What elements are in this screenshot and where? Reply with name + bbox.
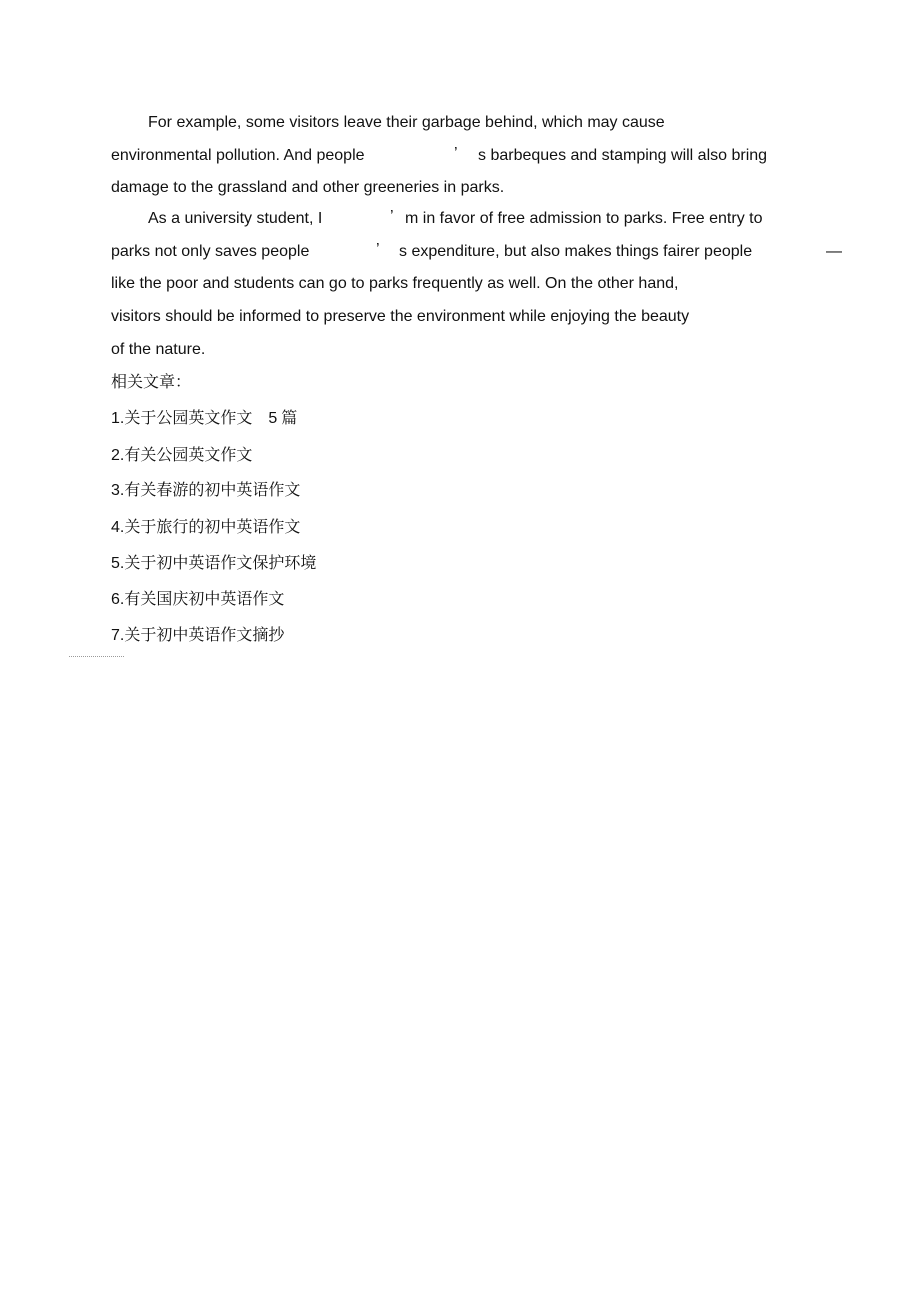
related-item-number: 4.: [111, 519, 125, 536]
para2-line5: [111, 340, 205, 360]
para1-line3-text: damage to the grassland and other greeneries in parks.: [111, 179, 505, 196]
related-item-title: 关于公园英文作文: [124, 408, 253, 427]
related-item-3[interactable]: [111, 480, 300, 501]
related-item-title: 关于初中英语作文保护环境: [124, 553, 317, 572]
related-item-title: 有关国庆初中英语作文: [124, 589, 285, 608]
related-item-number: 5.: [111, 555, 125, 572]
para2-apostrophe1-text: ’: [390, 208, 394, 225]
related-item-number: 3.: [111, 482, 125, 499]
para2-apostrophe2-text: ’: [376, 241, 380, 258]
para1-line3: [111, 178, 504, 198]
para2-apostrophe1: [390, 207, 394, 227]
related-item-number: 7.: [111, 627, 125, 644]
para2-line3: [111, 274, 678, 294]
related-item-number: 1.: [111, 410, 125, 427]
para1-line2b-text: s barbeques and stamping will also bring: [478, 147, 768, 164]
related-item-4[interactable]: [111, 517, 300, 538]
para1-apostrophe: [454, 144, 458, 164]
para2-dash: [826, 242, 842, 262]
related-item-2[interactable]: [111, 445, 252, 466]
para2-line3-text: like the poor and students can go to parks frequently as well. On the other hand,: [111, 275, 679, 292]
para1-apostrophe-text: ’: [454, 145, 458, 162]
para2-line1a-text: As a university student, I: [148, 210, 323, 227]
related-item-6[interactable]: [111, 589, 284, 610]
para2-apostrophe2: [376, 240, 380, 260]
para2-line2b-text: s expenditure, but also makes things fairer people: [399, 243, 753, 260]
related-item-number: 6.: [111, 591, 125, 608]
para2-dash-text: —: [826, 243, 842, 260]
related-item-7[interactable]: [111, 625, 284, 646]
related-heading: [111, 372, 191, 392]
para1-line1-text: For example, some visitors leave their garbage behind, which may cause: [148, 114, 665, 131]
para1-line2: [111, 146, 365, 166]
footnote-divider: [69, 656, 124, 657]
related-item-title: 关于初中英语作文摘抄: [124, 625, 285, 644]
para2-line2b: [399, 242, 752, 262]
para2-line5-text: of the nature.: [111, 341, 206, 358]
para2-line2a-text: parks not only saves people: [111, 243, 310, 260]
para2-line4-text: visitors should be informed to preserve the environment while enjoying the beauty: [111, 308, 690, 325]
para1-line2a-text: environmental pollution. And people: [111, 147, 365, 164]
related-heading-text: 相关文章：: [111, 372, 192, 391]
para2-line2a: [111, 242, 309, 262]
related-item-title: 有关公园英文作文: [124, 445, 253, 464]
para2-line4: [111, 307, 689, 327]
related-item-1[interactable]: [111, 408, 297, 429]
related-item-title: 关于旅行的初中英语作文: [124, 517, 301, 536]
para1-line1: [148, 113, 665, 133]
para1-line2b: [478, 146, 767, 166]
para2-line1a: [148, 209, 322, 229]
related-item-number: 2.: [111, 447, 125, 464]
related-item-count: 5: [268, 410, 278, 427]
related-item-title: 有关春游的初中英语作文: [124, 480, 301, 499]
related-item-5[interactable]: [111, 553, 316, 574]
related-item-suffix: 篇: [281, 408, 298, 427]
para2-line1b-text: m in favor of free admission to parks. Free entry to: [405, 210, 763, 227]
para2-line1b: [405, 209, 762, 229]
